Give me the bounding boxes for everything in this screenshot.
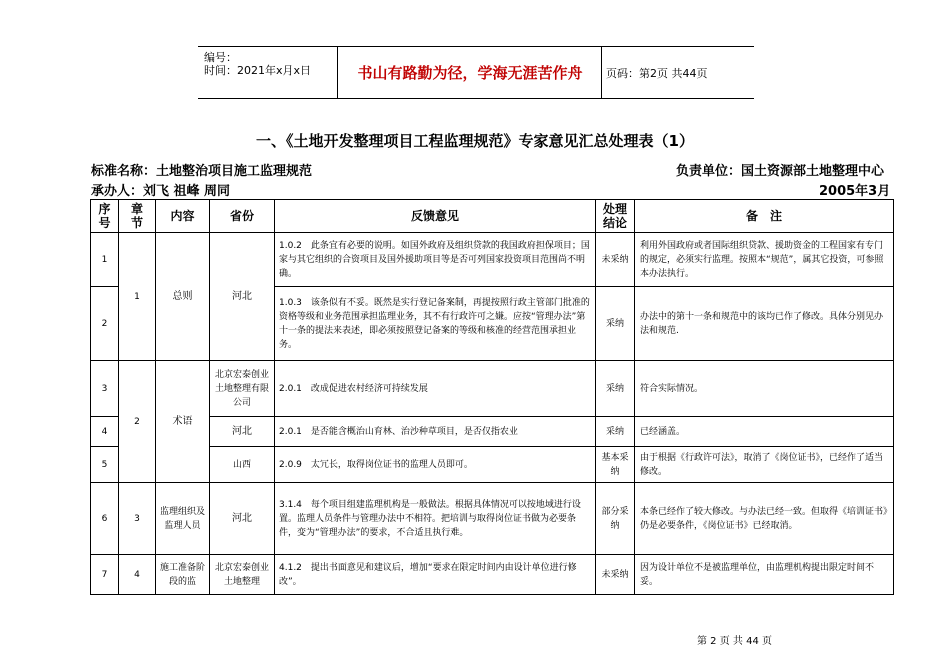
row-content: 监理组织及监理人员 — [156, 483, 210, 555]
row-content: 施工准备阶段的监 — [156, 555, 210, 595]
row-note: 符合实际情况。 — [635, 361, 894, 417]
row-conclusion: 未采纳 — [596, 555, 635, 595]
responsible-unit: 负责单位：国土资源部土地整理中心 — [676, 164, 885, 179]
page-info: 页码：第2页 共44页 — [606, 66, 708, 80]
document-title: 一、《土地开发整理项目工程监理规范》专家意见汇总处理表（1） — [256, 132, 694, 150]
row-feedback: 2.0.1 改成促进农村经济可持续发展 — [275, 361, 596, 417]
opinion-table — [90, 199, 894, 595]
header-left-cell — [198, 47, 338, 98]
row-no: 7 — [91, 555, 119, 595]
header-conclusion: 处理 结论 — [596, 200, 635, 233]
header-province: 省份 — [210, 200, 275, 233]
row-province: 河北 — [210, 233, 275, 361]
row-note: 利用外国政府或者国际组织贷款、援助资金的工程国家有专门的规定，必须实行监理。按照本“规范”，属其它投资，可参照本办法执行。 — [635, 233, 894, 287]
row-no: 1 — [91, 233, 119, 287]
row-feedback: 1.0.3 该条似有不妥。既然是实行登记备案制，再提按照行政主管部门批准的资格等级和业务范围承担监理业务，其不有行政许可之嫌。应按“管理办法”第十一条的提法来表述，即必须按照登记备案的等级和核准的经营范围承担业务。 — [275, 287, 596, 361]
row-conclusion: 部分采纳 — [596, 483, 635, 555]
table-row — [91, 483, 894, 555]
row-chapter: 1 — [119, 233, 156, 361]
header-no: 序 号 — [91, 200, 119, 233]
time-label: 时间：2021年x月x日 — [204, 64, 312, 77]
row-content: 总则 — [156, 233, 210, 361]
header-chapter: 章 节 — [119, 200, 156, 233]
row-province: 河北 — [210, 483, 275, 555]
row-feedback: 2.0.9 太冗长，取得岗位证书的监理人员即可。 — [275, 447, 596, 483]
row-conclusion: 未采纳 — [596, 233, 635, 287]
table-row — [91, 555, 894, 595]
standard-name: 标准名称：土地整治项目施工监理规范 — [91, 164, 313, 179]
row-no: 2 — [91, 287, 119, 361]
motto: 书山有路勤为径，学海无涯苦作舟 — [339, 47, 602, 98]
table-row — [91, 361, 894, 417]
row-province: 河北 — [210, 417, 275, 447]
row-province: 北京宏泰创业土地整理有限公司 — [210, 361, 275, 417]
row-content: 术语 — [156, 361, 210, 483]
row-feedback: 3.1.4 每个项目组建监理机构是一般做法。根据具体情况可以按地域进行设置。监理人员条件与管理办法中不相符。把培训与取得岗位证书做为必要条件，变为“管理办法”的要求，不合适且执行难。 — [275, 483, 596, 555]
row-note: 由于根据《行政许可法》，取消了《岗位证书》，已经作了适当修改。 — [635, 447, 894, 483]
row-conclusion: 基本采纳 — [596, 447, 635, 483]
page-footer: 第 2 页 共 44 页 — [697, 636, 772, 647]
table-header-row — [91, 200, 894, 233]
row-feedback: 1.0.2 此条宜有必要的说明。如国外政府及组织贷款的我国政府担保项目；国家与其它组织的合资项目及国外援助项目等是否可列国家投资项目范围尚不明确。 — [275, 233, 596, 287]
number-label: 编号： — [204, 51, 237, 64]
row-conclusion: 采纳 — [596, 361, 635, 417]
header-note: 备 注 — [635, 200, 894, 233]
row-note: 因为设计单位不是被监理单位，由监理机构提出限定时间不妥。 — [635, 555, 894, 595]
row-no: 5 — [91, 447, 119, 483]
header-feedback: 反馈意见 — [275, 200, 596, 233]
row-note: 本条已经作了较大修改。与办法已经一致。但取得《培训证书》仍是必要条件，《岗位证书》已经取消。 — [635, 483, 894, 555]
row-conclusion: 采纳 — [596, 417, 635, 447]
row-no: 4 — [91, 417, 119, 447]
row-province: 北京宏泰创业土地整理 — [210, 555, 275, 595]
row-conclusion: 采纳 — [596, 287, 635, 361]
table-row — [91, 447, 894, 483]
date: 2005年3月 — [819, 184, 891, 199]
row-feedback: 2.0.1 是否能含概治山育林、治沙种草项目，是否仅指农业 — [275, 417, 596, 447]
row-note: 办法中的第十一条和规范中的该均已作了修改。具体分别见办法和规范. — [635, 287, 894, 361]
table-row — [91, 417, 894, 447]
row-feedback: 4.1.2 提出书面意见和建议后，增加“要求在限定时间内由设计单位进行修改”。 — [275, 555, 596, 595]
header-content: 内容 — [156, 200, 210, 233]
row-province: 山西 — [210, 447, 275, 483]
row-chapter: 3 — [119, 483, 156, 555]
row-no: 6 — [91, 483, 119, 555]
row-chapter: 4 — [119, 555, 156, 595]
row-chapter: 2 — [119, 361, 156, 483]
handlers: 承办人：刘飞 祖峰 周同 — [91, 184, 231, 199]
table-row — [91, 233, 894, 287]
row-note: 已经涵盖。 — [635, 417, 894, 447]
row-no: 3 — [91, 361, 119, 417]
document-header — [198, 46, 754, 99]
